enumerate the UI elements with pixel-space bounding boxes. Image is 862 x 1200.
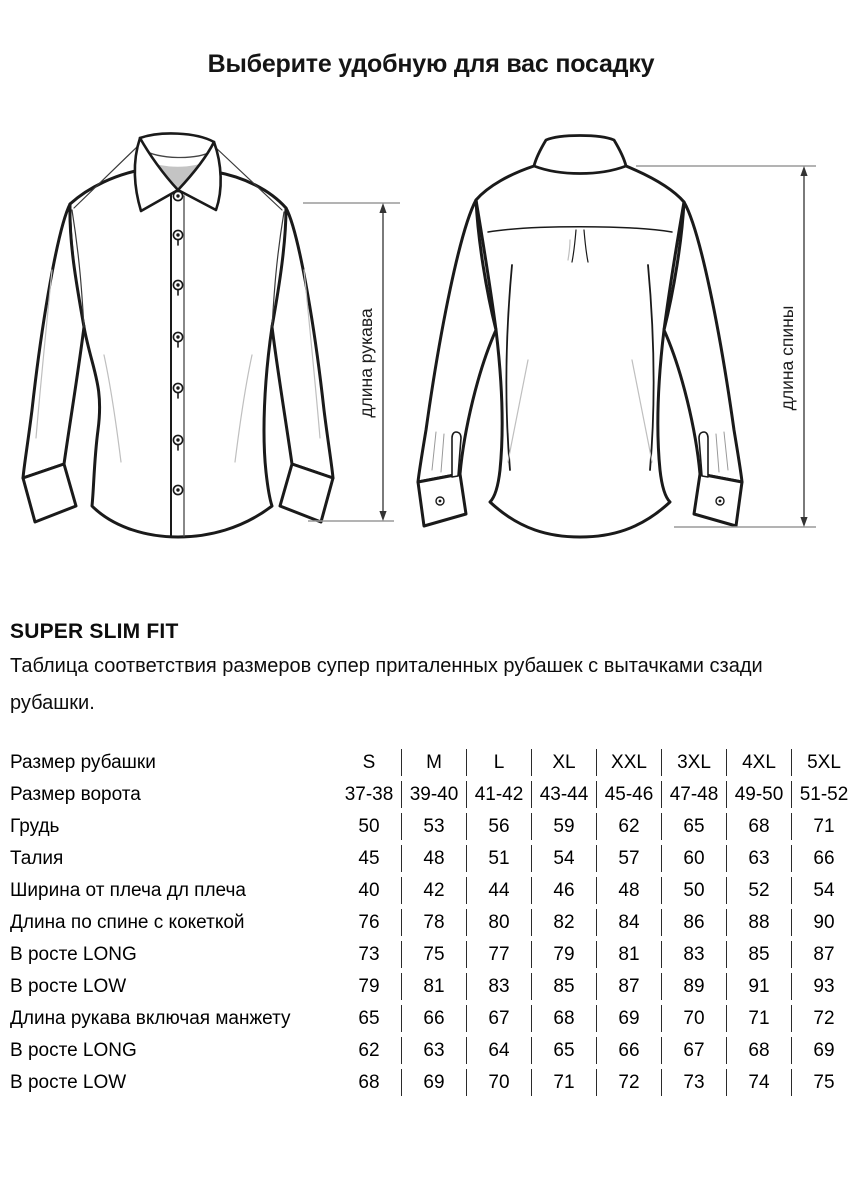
size-value-cell: 71 bbox=[791, 813, 856, 840]
size-value-cell: 69 bbox=[401, 1069, 466, 1096]
size-value-cell: 69 bbox=[596, 1005, 661, 1032]
size-value-cell: 78 bbox=[401, 909, 466, 936]
size-value-cell: 46 bbox=[531, 877, 596, 904]
row-label: В росте LOW bbox=[10, 975, 127, 997]
size-value-cell: 79 bbox=[531, 941, 596, 968]
size-value-cell: 80 bbox=[466, 909, 531, 936]
size-value-cell: 86 bbox=[661, 909, 726, 936]
size-value-cell: 77 bbox=[466, 941, 531, 968]
row-label: В росте LONG bbox=[10, 1039, 137, 1061]
row-label: Грудь bbox=[10, 815, 60, 837]
back-length-label: длина спины bbox=[777, 305, 797, 411]
size-value-cell: 51 bbox=[466, 845, 531, 872]
size-value-cell: 68 bbox=[531, 1005, 596, 1032]
size-value-cell: 90 bbox=[791, 909, 856, 936]
size-value-cell: 84 bbox=[596, 909, 661, 936]
size-value-cell: 91 bbox=[726, 973, 791, 1000]
size-value-cell: 65 bbox=[358, 1007, 380, 1029]
size-value-cell: 81 bbox=[401, 973, 466, 1000]
size-value-cell: 85 bbox=[531, 973, 596, 1000]
size-table-row bbox=[10, 877, 856, 904]
shirt-measure-illustration bbox=[0, 130, 862, 560]
size-value-cell: 64 bbox=[466, 1037, 531, 1064]
button-icon bbox=[436, 497, 444, 505]
size-value-cell: 68 bbox=[726, 813, 791, 840]
size-value-cell: 52 bbox=[726, 877, 791, 904]
size-value-cell: 79 bbox=[358, 975, 380, 997]
size-value-cell: 47-48 bbox=[661, 781, 726, 808]
row-label: Размер рубашки bbox=[10, 751, 156, 773]
button-icon bbox=[716, 497, 724, 505]
size-value-cell: 63 bbox=[401, 1037, 466, 1064]
size-table-body bbox=[10, 749, 856, 1096]
size-value-cell: 67 bbox=[661, 1037, 726, 1064]
size-value-cell: 65 bbox=[661, 813, 726, 840]
size-table bbox=[10, 744, 856, 1101]
size-value-cell: 40 bbox=[358, 879, 380, 901]
size-value-cell: 67 bbox=[466, 1005, 531, 1032]
size-value-cell: 48 bbox=[401, 845, 466, 872]
size-table-row bbox=[10, 781, 856, 808]
size-value-cell: 66 bbox=[596, 1037, 661, 1064]
size-value-cell: L bbox=[466, 749, 531, 776]
row-label: Размер ворота bbox=[10, 783, 141, 805]
size-value-cell: 68 bbox=[726, 1037, 791, 1064]
size-value-cell: 89 bbox=[661, 973, 726, 1000]
size-diagram bbox=[0, 130, 862, 560]
size-value-cell: 71 bbox=[726, 1005, 791, 1032]
size-value-cell: 42 bbox=[401, 877, 466, 904]
size-value-cell: 57 bbox=[596, 845, 661, 872]
size-value-cell: 50 bbox=[661, 877, 726, 904]
size-value-cell: 45 bbox=[358, 847, 380, 869]
row-label: Длина по спине с кокеткой bbox=[10, 911, 245, 933]
size-value-cell: 73 bbox=[661, 1069, 726, 1096]
fit-heading: SUPER SLIM FIT bbox=[10, 620, 179, 643]
size-value-cell: 45-46 bbox=[596, 781, 661, 808]
size-table-row bbox=[10, 1069, 856, 1096]
size-value-cell: M bbox=[401, 749, 466, 776]
size-value-cell: 66 bbox=[791, 845, 856, 872]
size-value-cell: 53 bbox=[401, 813, 466, 840]
size-value-cell: 5XL bbox=[791, 749, 856, 776]
size-value-cell: XXL bbox=[596, 749, 661, 776]
size-value-cell: 65 bbox=[531, 1037, 596, 1064]
page-title: Выберите удобную для вас посадку bbox=[207, 50, 655, 78]
size-value-cell: 70 bbox=[466, 1069, 531, 1096]
button-icon bbox=[173, 191, 182, 200]
row-label: Ширина от плеча дл плеча bbox=[10, 879, 246, 901]
size-value-cell: 54 bbox=[791, 877, 856, 904]
size-value-cell: 69 bbox=[791, 1037, 856, 1064]
row-label: В росте LOW bbox=[10, 1071, 127, 1093]
size-value-cell: 71 bbox=[531, 1069, 596, 1096]
fit-description: Таблица соответствия размеров супер приталенных рубашек с вытачками сзади рубашки. bbox=[10, 655, 763, 714]
size-table-row bbox=[10, 1037, 856, 1064]
row-label: Длина рукава включая манжету bbox=[10, 1007, 291, 1029]
size-table-row bbox=[10, 973, 856, 1000]
size-value-cell: 50 bbox=[358, 815, 380, 837]
size-value-cell: 73 bbox=[358, 943, 380, 965]
sleeve-length-label: длина рукава bbox=[356, 308, 376, 418]
size-value-cell: 41-42 bbox=[466, 781, 531, 808]
size-value-cell: 81 bbox=[596, 941, 661, 968]
size-value-cell: 49-50 bbox=[726, 781, 791, 808]
size-table-row bbox=[10, 941, 856, 968]
size-value-cell: 43-44 bbox=[531, 781, 596, 808]
row-label: Талия bbox=[10, 847, 64, 869]
size-value-cell: 75 bbox=[401, 941, 466, 968]
size-value-cell: 74 bbox=[726, 1069, 791, 1096]
size-value-cell: 76 bbox=[358, 911, 380, 933]
size-value-cell: 87 bbox=[791, 941, 856, 968]
size-value-cell: 66 bbox=[401, 1005, 466, 1032]
size-value-cell: 51-52 bbox=[791, 781, 856, 808]
size-value-cell: 62 bbox=[596, 813, 661, 840]
size-value-cell: 48 bbox=[596, 877, 661, 904]
size-value-cell: 88 bbox=[726, 909, 791, 936]
size-value-cell: 72 bbox=[596, 1069, 661, 1096]
front-body bbox=[70, 170, 286, 537]
row-label: В росте LONG bbox=[10, 943, 137, 965]
size-value-cell: 4XL bbox=[726, 749, 791, 776]
size-value-cell: S bbox=[362, 751, 376, 773]
size-value-cell: 82 bbox=[531, 909, 596, 936]
size-table-row bbox=[10, 909, 856, 936]
size-table-row bbox=[10, 845, 856, 872]
button-icon bbox=[173, 485, 182, 494]
size-value-cell: 83 bbox=[661, 941, 726, 968]
size-value-cell: 60 bbox=[661, 845, 726, 872]
size-value-cell: 56 bbox=[466, 813, 531, 840]
size-value-cell: 37-38 bbox=[344, 783, 394, 805]
size-value-cell: 63 bbox=[726, 845, 791, 872]
size-table-row bbox=[10, 749, 856, 776]
size-value-cell: 70 bbox=[661, 1005, 726, 1032]
size-value-cell: 44 bbox=[466, 877, 531, 904]
size-value-cell: 93 bbox=[791, 973, 856, 1000]
size-value-cell: 54 bbox=[531, 845, 596, 872]
size-value-cell: 3XL bbox=[661, 749, 726, 776]
size-table-row bbox=[10, 1005, 856, 1032]
size-value-cell: 72 bbox=[791, 1005, 856, 1032]
back-collar bbox=[534, 136, 626, 174]
shirt-front-drawing bbox=[23, 133, 333, 537]
size-value-cell: 68 bbox=[358, 1071, 380, 1093]
size-value-cell: 39-40 bbox=[401, 781, 466, 808]
size-value-cell: 75 bbox=[791, 1069, 856, 1096]
size-value-cell: XL bbox=[531, 749, 596, 776]
size-value-cell: 59 bbox=[531, 813, 596, 840]
size-value-cell: 83 bbox=[466, 973, 531, 1000]
size-value-cell: 85 bbox=[726, 941, 791, 968]
size-table-row bbox=[10, 813, 856, 840]
shirt-back-drawing bbox=[418, 136, 742, 538]
size-value-cell: 62 bbox=[358, 1039, 380, 1061]
size-value-cell: 87 bbox=[596, 973, 661, 1000]
